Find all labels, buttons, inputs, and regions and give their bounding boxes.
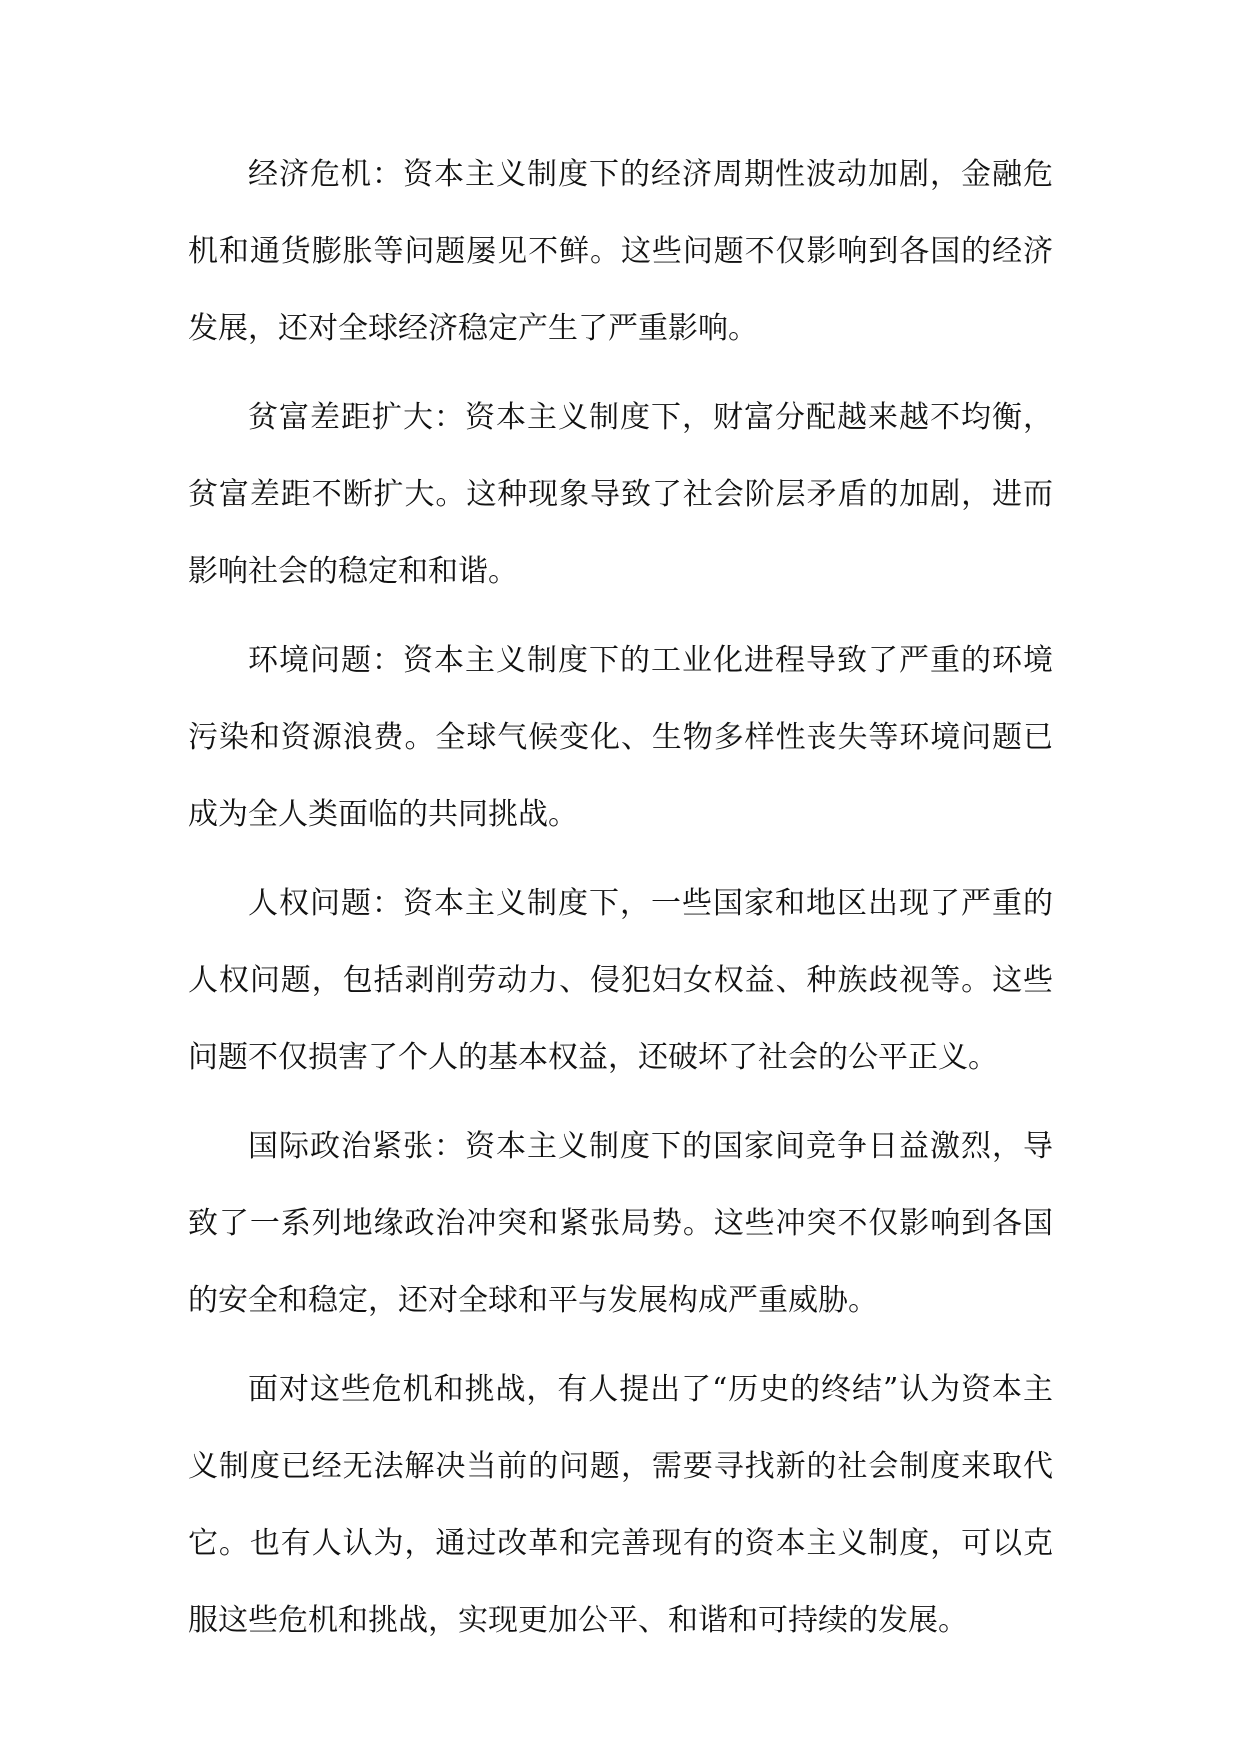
paragraph-human-rights: 人权问题：资本主义制度下，一些国家和地区出现了严重的人权问题，包括剥削劳动力、侵犯妇女权益、种族歧视等。这些问题不仅损害了个人的基本权益，还破坏了社会的公平正义。 (188, 886, 1053, 1075)
paragraph-conclusion: 面对这些危机和挑战，有人提出了“历史的终结”认为资本主义制度已经无法解决当前的问题，需要寻找新的社会制度来取代它。也有人认为，通过改革和完善现有的资本主义制度，可以克服这些危机和挑战，实现更加公平、和谐和可持续的发展。 (188, 1372, 1053, 1638)
paragraph-international-politics: 国际政治紧张：资本主义制度下的国家间竞争日益激烈，导致了一系列地缘政治冲突和紧张局势。这些冲突不仅影响到各国的安全和稳定，还对全球和平与发展构成严重威胁。 (188, 1129, 1053, 1318)
paragraph-wealth-gap: 贫富差距扩大：资本主义制度下，财富分配越来越不均衡，贫富差距不断扩大。这种现象导致了社会阶层矛盾的加剧，进而影响社会的稳定和和谐。 (188, 400, 1053, 589)
paragraph-environment: 环境问题：资本主义制度下的工业化进程导致了严重的环境污染和资源浪费。全球气候变化、生物多样性丧失等环境问题已成为全人类面临的共同挑战。 (188, 643, 1053, 832)
paragraph-economic-crisis: 经济危机：资本主义制度下的经济周期性波动加剧，金融危机和通货膨胀等问题屡见不鲜。这些问题不仅影响到各国的经济发展，还对全球经济稳定产生了严重影响。 (188, 157, 1053, 346)
